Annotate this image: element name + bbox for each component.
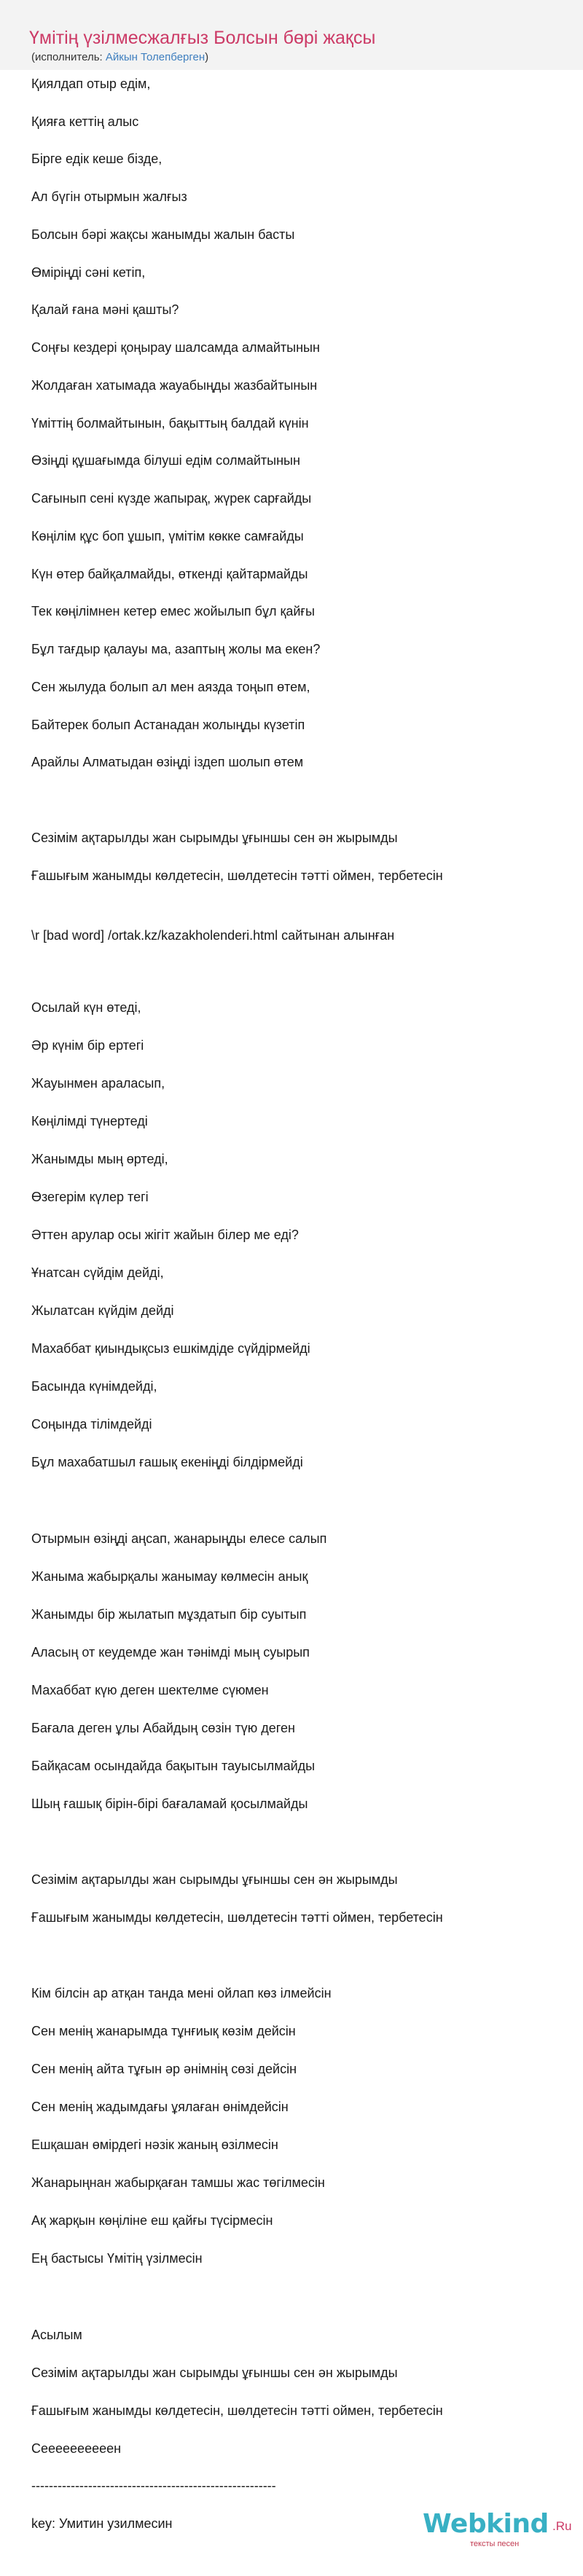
- lyric-line: Көңілімді түнертеді: [31, 1114, 148, 1128]
- lyric-line: Аласың от кеудемде жан тәнімді мың суырып: [31, 1645, 310, 1660]
- performer-prefix: (исполнитель:: [31, 51, 106, 63]
- lyric-line: Бірге едік кеше бізде,: [31, 152, 163, 166]
- lyric-line: Ешқашан өмірдегі нәзік жаның өзілмесін: [31, 2137, 278, 2152]
- lyric-line: Сеееееееееен: [31, 2441, 122, 2456]
- lyric-line: Үміттің болмайтынын, бақыттың балдай күнін: [31, 416, 309, 431]
- lyric-line: Көңілім құс боп ұшып, үмітім көкке самғайды: [31, 529, 304, 543]
- lyric-line: Жаныма жабырқалы жанымау көлмесін анық: [31, 1569, 308, 1584]
- lyric-line: Өзегерім күлер тегі: [31, 1190, 149, 1204]
- lyric-line: Жанымды мың өртеді,: [31, 1152, 168, 1166]
- chorus-line: Ғашығым жанымды көлдетесін, шөлдетесін тәтті оймен, тербетесін: [31, 2403, 443, 2418]
- chorus-line: Сезімім ақтарылды жан сырымды ұғыншы сен ән жырымды: [31, 1872, 398, 1887]
- lyric-line: Жауынмен араласып,: [31, 1076, 165, 1091]
- lyric-line: Бұл тағдыр қалауы ма, азаптың жолы ма екен?: [31, 642, 321, 656]
- lyric-line: Байқасам осындайда бақытын тауысылмайды: [31, 1759, 316, 1773]
- lyric-line: Арайлы Алматыдан өзіңді іздеп шолып өтем: [31, 755, 304, 769]
- lyric-line: Ең бастысы Үмітің үзілмесін: [31, 2251, 203, 2266]
- lyric-line: Қалай ғана мәні қашты?: [31, 302, 179, 317]
- lyric-line: Сен менің жадымдағы ұялаған өнімдейсін: [31, 2100, 289, 2114]
- separator-line: --------------------------------------------------------: [31, 2478, 276, 2493]
- performer-suffix: ): [205, 51, 209, 63]
- lyric-line: Ал бүгін отырмын жалғыз: [31, 189, 187, 204]
- lyric-line: Ұнатсан сүйдім дейді,: [31, 1265, 164, 1280]
- performer-link[interactable]: Айкын Толепберген: [105, 51, 206, 63]
- lyric-line: Соңында тілімдейді: [31, 1417, 152, 1432]
- lyric-line: Күн өтер байқалмайды, өткенді қайтармайды: [31, 567, 308, 581]
- lyric-line: Осылай күн өтеді,: [31, 1000, 141, 1015]
- lyric-line: Жылатсан күйдім дейді: [31, 1303, 174, 1318]
- lyric-line: Отырмын өзіңді аңсап, жанарыңды елесе салып: [31, 1531, 327, 1546]
- performer-line: [31, 51, 208, 63]
- site-logo[interactable]: [423, 2509, 572, 2553]
- lyric-line: Өзіңді құшағымда білуші едім солмайтынын: [31, 453, 300, 468]
- logo-name: Webkind: [423, 2509, 549, 2539]
- song-title: Үмітің үзілмесжалғыз Болсын бөрі жақсы: [29, 28, 376, 48]
- chorus-line: Сезімім ақтарылды жан сырымды ұғыншы сен ән жырымды: [31, 830, 398, 845]
- lyric-line: Бағала деген ұлы Абайдың сөзін түю деген: [31, 1721, 295, 1735]
- key-line: key: Умитин узилмесин: [31, 2516, 173, 2531]
- logo-tld: .Ru: [552, 2519, 572, 2533]
- chorus-line: Ғашығым жанымды көлдетесін, шөлдетесін тәтті оймен, тербетесін: [31, 868, 443, 883]
- lyric-line: Өміріңді сәні кетіп,: [31, 265, 146, 280]
- lyric-line: Әр күнім бір ертегі: [31, 1038, 144, 1053]
- lyric-line: Сен менің айта тұғын әр әнімнің сөзі дейсін: [31, 2062, 297, 2076]
- lyric-line: Жанымды бір жылатып мұздатып бір суытып: [31, 1607, 307, 1622]
- lyric-line: Бұл махабатшыл ғашық екеніңді білдірмейді: [31, 1455, 303, 1469]
- lyric-line: Қияға кеттің алыс: [31, 114, 139, 129]
- lyric-line: Жанарыңнан жабырқаған тамшы жас төгілмесін: [31, 2175, 325, 2190]
- lyric-line: Ақ жарқын көңіліне еш қайғы түсірмесін: [31, 2213, 273, 2228]
- chorus-line: Ғашығым жанымды көлдетесін, шөлдетесін тәтті оймен, тербетесін: [31, 1910, 443, 1925]
- lyric-line: Махаббат күю деген шектелме сүюмен: [31, 1683, 269, 1697]
- lyric-line: Қиялдап отыр едім,: [31, 76, 151, 91]
- lyric-line: Сен жылуда болып ал мен аязда тоңып өтем,: [31, 680, 310, 694]
- lyric-line: Болсын бәрі жақсы жанымды жалын басты: [31, 227, 295, 242]
- source-line: \r [bad word] /ortak.kz/kazakholenderi.html сайтынан алынған: [31, 928, 395, 943]
- song-header: [0, 0, 583, 70]
- lyric-line: Байтерек болып Астанадан жолыңды күзетіп: [31, 718, 305, 732]
- lyric-line: Соңғы кездері қоңырау шалсамда алмайтынын: [31, 340, 320, 355]
- lyric-line: Махаббат қиындықсыз ешкімдіде сүйдірмейді: [31, 1341, 310, 1356]
- lyric-line: Шың ғашық бірін-бірі бағаламай қосылмайды: [31, 1796, 308, 1811]
- lyric-line: Кім білсін ар атқан танда мені ойлап көз ілмейсін: [31, 1986, 332, 2000]
- lyric-line: Сен менің жанарымда тұнғиық көзім дейсін: [31, 2024, 296, 2038]
- logo-tagline: тексты песен: [470, 2540, 520, 2548]
- lyric-line: Басында күнімдейді,: [31, 1379, 157, 1394]
- lyric-line: Асылым: [31, 2328, 82, 2342]
- lyric-line: Жолдаған хатымада жауабыңды жазбайтынын: [31, 378, 318, 393]
- lyric-line: Әттен арулар осы жігіт жайын білер ме еді?: [31, 1228, 299, 1242]
- lyric-line: Тек көңілімнен кетер емес жойылып бұл қайғы: [31, 604, 315, 619]
- chorus-line: Сезімім ақтарылды жан сырымды ұғыншы сен ән жырымды: [31, 2365, 398, 2380]
- lyric-line: Сағынып сені күзде жапырақ, жүрек сарғайды: [31, 491, 312, 506]
